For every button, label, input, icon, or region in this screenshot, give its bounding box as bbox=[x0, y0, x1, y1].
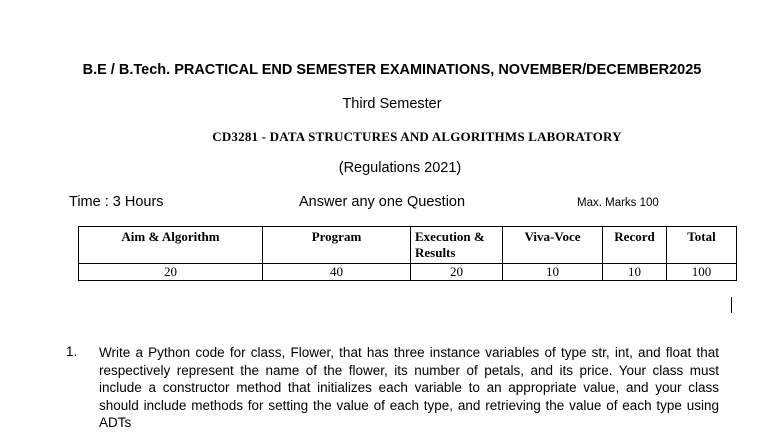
header-total: Total bbox=[667, 227, 737, 264]
value-aim-algorithm: 20 bbox=[79, 264, 263, 281]
regulations-label: (Regulations 2021) bbox=[338, 160, 462, 176]
table-row bbox=[79, 264, 737, 281]
value-execution-results: 20 bbox=[411, 264, 503, 281]
exam-title: B.E / B.Tech. PRACTICAL END SEMESTER EXAMINATIONS, NOVEMBER/DECEMBER2025 bbox=[82, 62, 702, 78]
value-record: 10 bbox=[603, 264, 667, 281]
time-duration: Time : 3 Hours bbox=[69, 194, 164, 210]
question-text: Write a Python code for class, Flower, that has three instance variables of type str, int, and float that respectively represent the name of the flower, its number of petals, and its price. Your class must include a constructor method that initializes each variable to an appropriate value, and your class should include methods for setting the value of each type, and retrieving the value of each type using ADTs bbox=[99, 345, 719, 430]
question-number: 1. bbox=[66, 344, 78, 359]
header-aim-algorithm: Aim & Algorithm bbox=[79, 227, 263, 264]
table-header-row bbox=[79, 227, 737, 264]
marks-distribution-table bbox=[78, 226, 737, 281]
header-program: Program bbox=[263, 227, 411, 264]
value-total: 100 bbox=[667, 264, 737, 281]
course-title: CD3281 - DATA STRUCTURES AND ALGORITHMS LABORATORY bbox=[212, 129, 622, 144]
header-execution-results: Execution & Results bbox=[411, 227, 503, 264]
max-marks: Max. Marks 100 bbox=[577, 197, 659, 209]
header-viva-voce: Viva-Voce bbox=[503, 227, 603, 264]
text-cursor[interactable] bbox=[731, 297, 732, 313]
semester-label: Third Semester bbox=[342, 96, 442, 112]
answer-instruction: Answer any one Question bbox=[299, 194, 466, 210]
value-program: 40 bbox=[263, 264, 411, 281]
header-record: Record bbox=[603, 227, 667, 264]
value-viva-voce: 10 bbox=[503, 264, 603, 281]
